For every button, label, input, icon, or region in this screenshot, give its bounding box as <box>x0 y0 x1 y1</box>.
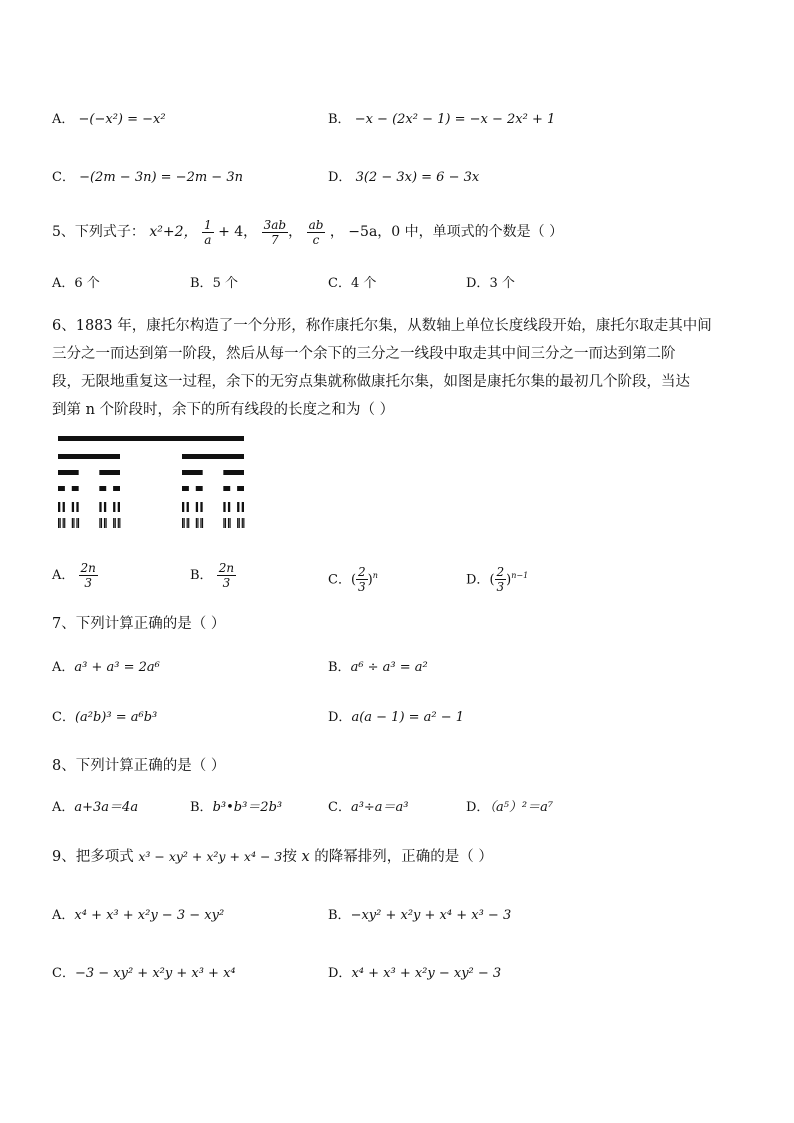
q5-fraction-2: $\frac{3ab}{7}$ <box>263 217 287 247</box>
cantor-stage-4-segment-8 <box>182 502 184 512</box>
cantor-stage-3-segment-7 <box>237 486 244 491</box>
q9-option-b[interactable]: B．−xy² + x²y + x⁴ + x³ − 3 <box>328 908 512 923</box>
cantor-stage-5-segment-24 <box>223 518 224 528</box>
q7-option-d[interactable]: D．a(a − 1) = a² − 1 <box>328 710 465 725</box>
q4-option-c[interactable]: C． −(2m − 3n) = −2m − 3n <box>52 170 243 185</box>
cantor-stage-4-segment-0 <box>58 502 60 512</box>
cantor-stage-5-segment-22 <box>200 518 201 528</box>
q8-option-c[interactable]: C．a³÷a＝a³ <box>328 800 409 815</box>
cantor-stage-0-segment-0 <box>58 436 244 441</box>
cantor-stage-5-segment-27 <box>229 518 230 528</box>
cantor-stage-5-segment-20 <box>196 518 197 528</box>
cantor-stage-5-segment-30 <box>242 518 243 528</box>
cantor-stage-5-segment-9 <box>101 518 102 528</box>
q8-stem: 8、下列计算正确的是（ ） <box>52 758 226 774</box>
cantor-stage-4-segment-1 <box>63 502 65 512</box>
cantor-stage-2-segment-0 <box>58 470 79 475</box>
cantor-stage-3-segment-3 <box>113 486 120 491</box>
q7-option-c[interactable]: C．(a²b)³ = a⁶b³ <box>52 710 158 725</box>
cantor-stage-5-segment-23 <box>202 518 203 528</box>
cantor-stage-5-segment-18 <box>187 518 188 528</box>
cantor-stage-2-segment-1 <box>99 470 120 475</box>
q7-stem: 7、下列计算正确的是（ ） <box>52 616 226 632</box>
cantor-stage-5-segment-19 <box>188 518 189 528</box>
cantor-stage-5-segment-13 <box>115 518 116 528</box>
cantor-stage-5-segment-12 <box>113 518 114 528</box>
q8-option-d[interactable]: D．（a⁵）²＝a⁷ <box>466 800 554 815</box>
q9-stem: 9、把多项式 x³ − xy² + x²y + x⁴ − 3按 x 的降幂排列，正确的是（ ） <box>52 849 493 865</box>
cantor-stage-5-segment-3 <box>64 518 65 528</box>
q5-fraction-3: $\frac{ab}{c}$ <box>308 217 324 247</box>
q6-stem: 6、1883 年，康托尔构造了一个分形，称作康托尔集，从数轴上单位长度线段开始，康托尔取走其中间 三分之一而达到第一阶段，然后从每一个余下的三分之一线段中取走其中间三分之一而达到第二阶 段，无限地重复这一过程，余下的无穷点集就称做康托尔集，如图是康托尔集的最初几个阶段，当达 到第 n 个阶段时，余下的所有线段的长度之和为（ ） <box>52 318 712 418</box>
q5-option-c[interactable]: C．4 个 <box>328 276 377 291</box>
cantor-stage-5-segment-31 <box>243 518 244 528</box>
cantor-stage-4-segment-6 <box>113 502 115 512</box>
cantor-stage-5-segment-28 <box>237 518 238 528</box>
cantor-stage-4-segment-11 <box>200 502 202 512</box>
q4-option-b[interactable]: B． −x − (2x² − 1) = −x − 2x² + 1 <box>328 112 556 127</box>
cantor-stage-1-segment-0 <box>58 454 120 459</box>
cantor-stage-1-segment-1 <box>182 454 244 459</box>
cantor-stage-5-segment-16 <box>182 518 183 528</box>
q5-option-d[interactable]: D．3 个 <box>466 276 515 291</box>
q7-option-a[interactable]: A．a³ + a³ = 2a⁶ <box>52 660 160 675</box>
cantor-stage-4-segment-7 <box>118 502 120 512</box>
q7-option-b[interactable]: B．a⁶ ÷ a³ = a² <box>328 660 428 675</box>
cantor-stage-4-segment-5 <box>104 502 106 512</box>
cantor-stage-5-segment-2 <box>63 518 64 528</box>
q9-option-c[interactable]: C．−3 − xy² + x²y + x³ + x⁴ <box>52 966 236 981</box>
cantor-stage-5-segment-11 <box>105 518 106 528</box>
cantor-stage-5-segment-17 <box>184 518 185 528</box>
q5-option-b[interactable]: B．5 个 <box>190 276 238 291</box>
cantor-stage-5-segment-6 <box>76 518 77 528</box>
q4-option-a[interactable]: A． −(−x²) = −x² <box>52 112 166 127</box>
cantor-stage-5-segment-15 <box>119 518 120 528</box>
cantor-stage-5-segment-8 <box>99 518 100 528</box>
cantor-stage-3-segment-4 <box>182 486 189 491</box>
cantor-stage-3-segment-0 <box>58 486 65 491</box>
q9-option-d[interactable]: D．x⁴ + x³ + x²y − xy² − 3 <box>328 966 502 981</box>
cantor-stage-5-segment-14 <box>118 518 119 528</box>
cantor-stage-3-segment-6 <box>223 486 230 491</box>
cantor-stage-4-segment-14 <box>237 502 239 512</box>
cantor-stage-4-segment-2 <box>72 502 74 512</box>
q4-option-d[interactable]: D． 3(2 − 3x) = 6 − 3x <box>328 170 480 185</box>
cantor-stage-3-segment-1 <box>72 486 79 491</box>
cantor-stage-5-segment-25 <box>225 518 226 528</box>
q6-option-c[interactable]: C．( $\frac{2}{3}$ )$^n$ <box>328 565 378 595</box>
cantor-stage-5-segment-0 <box>58 518 59 528</box>
cantor-stage-5-segment-29 <box>239 518 240 528</box>
cantor-stage-4-segment-9 <box>187 502 189 512</box>
cantor-stage-4-segment-4 <box>99 502 101 512</box>
cantor-stage-5-segment-4 <box>72 518 73 528</box>
cantor-stage-5-segment-5 <box>73 518 74 528</box>
cantor-stage-2-segment-2 <box>182 470 203 475</box>
cantor-stage-5-segment-26 <box>228 518 229 528</box>
cantor-stage-4-segment-12 <box>223 502 225 512</box>
q8-option-b[interactable]: B．b³•b³＝2b³ <box>190 800 283 815</box>
cantor-stage-5-segment-10 <box>104 518 105 528</box>
cantor-stage-2-segment-3 <box>223 470 244 475</box>
cantor-stage-5-segment-1 <box>60 518 61 528</box>
q6-option-a[interactable]: A． $\frac{2n}{3}$ <box>52 561 96 590</box>
q8-option-a[interactable]: A．a+3a＝4a <box>52 800 139 815</box>
cantor-stage-3-segment-2 <box>99 486 106 491</box>
cantor-set-figure <box>56 432 246 532</box>
cantor-stage-5-segment-21 <box>197 518 198 528</box>
q5-stem: 5、下列式子： x²+2， $\frac{1}{a}$ + 4， $\frac{3ab}{7}$ ， $\frac{ab}{c}$ ， −5a，0 中，单项式的个数是（ ） <box>52 217 564 247</box>
cantor-stage-4-segment-10 <box>196 502 198 512</box>
q9-option-a[interactable]: A．x⁴ + x³ + x²y − 3 − xy² <box>52 908 225 923</box>
q5-fraction-1: $\frac{1}{a}$ <box>203 217 212 247</box>
cantor-stage-5-segment-7 <box>78 518 79 528</box>
q6-option-d[interactable]: D．( $\frac{2}{3}$ )$^{n-1}$ <box>466 565 529 595</box>
cantor-stage-4-segment-3 <box>76 502 78 512</box>
q6-option-b[interactable]: B． $\frac{2n}{3}$ <box>190 561 235 590</box>
cantor-stage-4-segment-13 <box>228 502 230 512</box>
cantor-stage-4-segment-15 <box>242 502 244 512</box>
q5-option-a[interactable]: A．6 个 <box>52 276 100 291</box>
cantor-stage-3-segment-5 <box>196 486 203 491</box>
